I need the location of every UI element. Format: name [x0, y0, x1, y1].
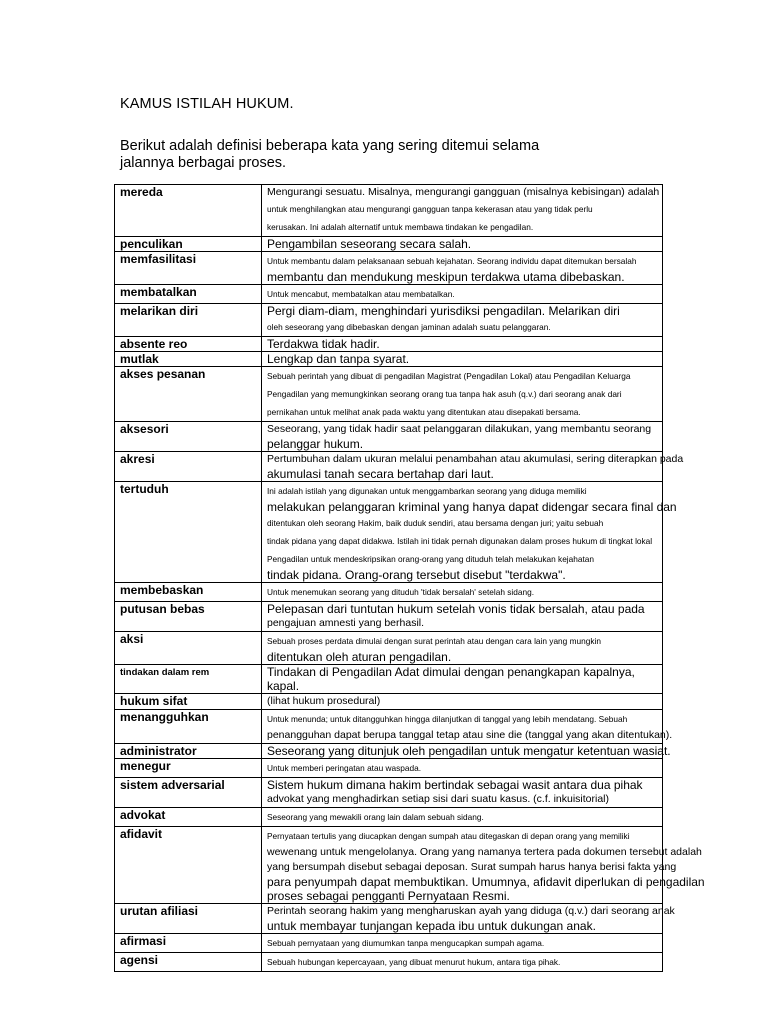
definition-line: Sebuah proses perdata dimulai dengan surat perintah atau dengan cara lain yang mungkin — [267, 636, 601, 646]
definition-line: Untuk membantu dalam pelaksanaan sebuah kejahatan. Seorang individu dapat ditemukan bersalah — [267, 256, 637, 266]
definition-line: Untuk menemukan seorang yang dituduh 'tidak bersalah' setelah sidang. — [267, 587, 534, 597]
glossary-row — [115, 237, 663, 252]
definition-line: Pengadilan untuk mendeskripsikan orang-orang yang dituduh telah melakukan kejahatan — [267, 554, 595, 564]
definition-line: Sebuah hubungan kepercayaan, yang dibuat menurut hukum, antara tiga pihak. — [267, 957, 561, 967]
glossary-row — [115, 632, 663, 665]
glossary-definition — [262, 602, 663, 632]
definition-line: Tindakan di Pengadilan Adat dimulai dengan penangkapan kapalnya, — [267, 665, 635, 679]
glossary-term: penculikan — [115, 237, 262, 252]
glossary-body — [115, 185, 705, 972]
definition-line: Seseorang yang ditunjuk oleh pengadilan untuk mengatur ketentuan wasiat. — [267, 744, 671, 758]
glossary-row — [115, 482, 663, 583]
glossary-definition — [262, 237, 663, 252]
glossary-definition — [262, 352, 663, 367]
glossary-term: afidavit — [115, 827, 262, 904]
glossary-row — [115, 953, 663, 972]
glossary-row — [115, 744, 663, 759]
glossary-definition — [262, 185, 663, 237]
glossary-term: putusan bebas — [115, 602, 262, 632]
intro-line: Berikut adalah definisi beberapa kata yang sering ditemui selama — [120, 138, 540, 154]
definition-line: (lihat hukum prosedural) — [267, 695, 381, 707]
glossary-term: sistem adversarial — [115, 778, 262, 808]
glossary-row — [115, 665, 663, 694]
definition-line: kapal. — [267, 679, 300, 693]
glossary-term: afirmasi — [115, 934, 262, 953]
definition-line: pengajuan amnesti yang berhasil. — [267, 617, 425, 629]
definition-line: tindak pidana yang dapat didakwa. Istilah ini tidak pernah digunakan dalam proses hukum di tingkat lokal — [267, 536, 653, 546]
definition-line: penangguhan dapat berupa tanggal tetap atau sine die (tanggal yang akan ditentukan). — [267, 729, 673, 741]
glossary-definition — [262, 337, 663, 352]
glossary-term: melarikan diri — [115, 304, 262, 337]
glossary-definition — [262, 759, 663, 778]
definition-line: wewenang untuk mengelolanya. Orang yang namanya tertera pada dokumen tersebut adalah — [267, 846, 702, 858]
glossary-definition — [262, 665, 663, 694]
glossary-row — [115, 304, 663, 337]
glossary-row — [115, 583, 663, 602]
glossary-definition — [262, 482, 677, 583]
glossary-term: mereda — [115, 185, 262, 237]
glossary-definition — [262, 632, 663, 665]
definition-line: ditentukan oleh aturan pengadilan. — [267, 650, 452, 664]
glossary-term: membatalkan — [115, 285, 262, 304]
glossary-definition — [262, 778, 663, 808]
glossary-definition — [262, 694, 663, 710]
glossary-row — [115, 827, 663, 904]
definition-line: para penyumpah dapat membuktikan. Umumnya, afidavit diperlukan di pengadilan — [267, 875, 705, 889]
glossary-term: akresi — [115, 452, 262, 482]
definition-line: melakukan pelanggaran kriminal yang hanya dapat didengar secara final dan — [267, 500, 677, 514]
glossary-row — [115, 904, 663, 934]
glossary-definition — [262, 953, 663, 972]
glossary-term: menegur — [115, 759, 262, 778]
definition-line: Mengurangi sesuatu. Misalnya, mengurangi gangguan (misalnya kebisingan) adalah — [267, 186, 660, 198]
glossary-definition — [262, 252, 663, 285]
glossary-row — [115, 252, 663, 285]
glossary-term: mutlak — [115, 352, 262, 367]
glossary-row — [115, 934, 663, 953]
glossary-term: memfasilitasi — [115, 252, 262, 285]
glossary-row — [115, 185, 663, 237]
definition-line: kerusakan. Ini adalah alternatif untuk membawa tindakan ke pengadilan. — [267, 222, 534, 232]
glossary-term: absente reo — [115, 337, 262, 352]
glossary-term: administrator — [115, 744, 262, 759]
glossary-definition — [262, 710, 673, 744]
definition-line: Untuk mencabut, membatalkan atau membatalkan. — [267, 289, 455, 299]
definition-line: Pelepasan dari tuntutan hukum setelah vonis tidak bersalah, atau pada — [267, 602, 645, 616]
glossary-row — [115, 808, 663, 827]
definition-line: Sebuah pernyataan yang diumumkan tanpa mengucapkan sumpah agama. — [267, 938, 545, 948]
glossary-term: akses pesanan — [115, 367, 262, 422]
definition-line: Pernyataan tertulis yang diucapkan dengan sumpah atau ditegaskan di depan orang yang memiliki — [267, 831, 630, 841]
glossary-row — [115, 352, 663, 367]
glossary-row — [115, 710, 663, 744]
glossary-row — [115, 337, 663, 352]
definition-line: yang bersumpah disebut sebagai deposan. Surat sumpah harus hanya berisi fakta yang — [267, 861, 677, 873]
glossary-row — [115, 602, 663, 632]
definition-line: Sistem hukum dimana hakim bertindak sebagai wasit antara dua pihak — [267, 778, 643, 792]
glossary-term: aksi — [115, 632, 262, 665]
glossary-term: tertuduh — [115, 482, 262, 583]
definition-line: Sebuah perintah yang dibuat di pengadilan Magistrat (Pengadilan Lokal) atau Pengadilan Keluarga — [267, 371, 631, 381]
definition-line: ditentukan oleh seorang Hakim, baik duduk sendiri, atau bersama dengan juri; yaitu sebuah — [267, 518, 604, 528]
definition-line: Lengkap dan tanpa syarat. — [267, 352, 410, 366]
glossary-definition — [262, 583, 663, 602]
glossary-definition — [262, 827, 705, 904]
glossary-row — [115, 452, 663, 482]
definition-line: advokat yang menghadirkan setiap sisi dari suatu kasus. (c.f. inkuisitorial) — [267, 793, 609, 805]
definition-line: akumulasi tanah secara bertahap dari laut. — [267, 467, 494, 481]
definition-line: proses sebagai pengganti Pernyataan Resmi. — [267, 889, 510, 903]
intro-line: jalannya berbagai proses. — [120, 155, 287, 171]
definition-line: membantu dan mendukung meskipun terdakwa utama dibebaskan. — [267, 270, 625, 284]
definition-line: Untuk memberi peringatan atau waspada. — [267, 763, 422, 773]
glossary-definition — [262, 934, 663, 953]
glossary-definition — [262, 744, 671, 759]
glossary-row — [115, 759, 663, 778]
glossary-definition — [262, 422, 663, 452]
glossary-table — [114, 184, 705, 972]
definition-line: Seseorang yang mewakili orang lain dalam sebuah sidang. — [267, 812, 484, 822]
glossary-term: membebaskan — [115, 583, 262, 602]
definition-line: Pertumbuhan dalam ukuran melalui penambahan atau akumulasi, sering diterapkan pada — [267, 453, 684, 465]
definition-line: Terdakwa tidak hadir. — [267, 337, 380, 351]
glossary-term: agensi — [115, 953, 262, 972]
definition-line: Pengambilan seseorang secara salah. — [267, 237, 472, 251]
glossary-term: urutan afiliasi — [115, 904, 262, 934]
glossary-definition — [262, 808, 663, 827]
document-title: KAMUS ISTILAH HUKUM. — [120, 96, 294, 112]
definition-line: Pergi diam-diam, menghindari yurisdiksi pengadilan. Melarikan diri — [267, 304, 620, 318]
definition-line: oleh seseorang yang dibebaskan dengan jaminan adalah suatu pelanggaran. — [267, 322, 551, 332]
glossary-term: advokat — [115, 808, 262, 827]
definition-line: untuk menghilangkan atau mengurangi gangguan tanpa kekerasan atau yang tidak perlu — [267, 204, 593, 214]
definition-line: Ini adalah istilah yang digunakan untuk menggambarkan seorang yang diduga memiliki — [267, 486, 587, 496]
glossary-definition — [262, 367, 663, 422]
glossary-term: menangguhkan — [115, 710, 262, 744]
glossary-term: hukum sifat — [115, 694, 262, 710]
glossary-row — [115, 367, 663, 422]
glossary-row — [115, 694, 663, 710]
glossary-row — [115, 285, 663, 304]
definition-line: Seseorang, yang tidak hadir saat pelanggaran dilakukan, yang membantu seorang — [267, 423, 652, 435]
intro-paragraph — [120, 138, 590, 172]
definition-line: Perintah seorang hakim yang mengharuskan ayah yang diduga (q.v.) dari seorang anak — [267, 905, 675, 917]
glossary-row — [115, 422, 663, 452]
glossary-term: tindakan dalam rem — [115, 665, 262, 694]
glossary-definition — [262, 904, 675, 934]
definition-line: pelanggar hukum. — [267, 437, 364, 451]
definition-line: tindak pidana. Orang-orang tersebut disebut "terdakwa". — [267, 568, 566, 582]
glossary-row — [115, 778, 663, 808]
definition-line: Pengadilan yang memungkinkan seorang orang tua tanpa hak asuh (q.v.) dari seorang anak dari — [267, 389, 622, 399]
definition-line: Untuk menunda; untuk ditangguhkan hingga dilanjutkan di tanggal yang lebih mendatang. Sebuah — [267, 714, 628, 724]
glossary-definition — [262, 285, 663, 304]
glossary-term: aksesori — [115, 422, 262, 452]
definition-line: pernikahan untuk melihat anak pada waktu yang ditentukan atau disepakati bersama. — [267, 407, 581, 417]
glossary-definition — [262, 452, 684, 482]
glossary-definition — [262, 304, 663, 337]
definition-line: untuk membayar tunjangan kepada ibu untuk dukungan anak. — [267, 919, 596, 933]
